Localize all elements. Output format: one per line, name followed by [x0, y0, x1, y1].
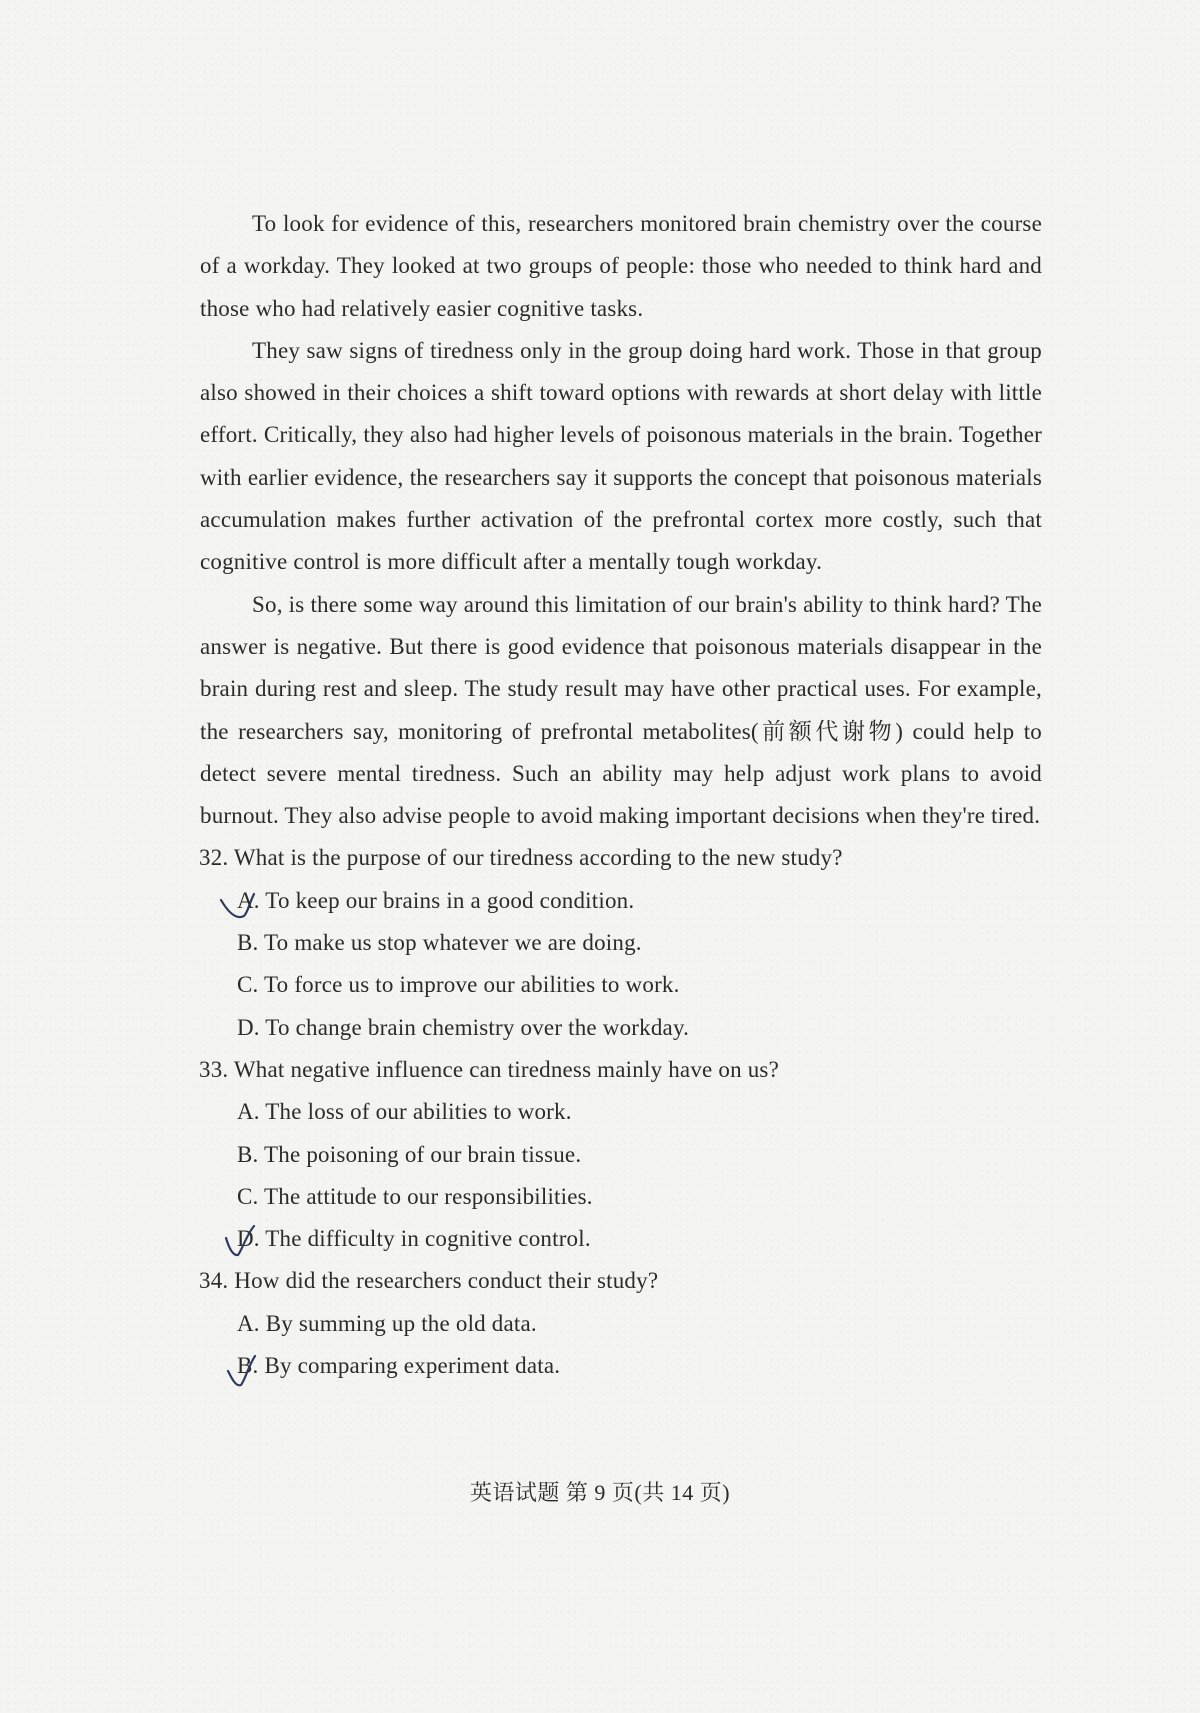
option-text: A. By summing up the old data. [237, 1310, 537, 1336]
option-text: B. By comparing experiment data. [237, 1353, 561, 1379]
page-content [200, 203, 1042, 1387]
option-text: A. The loss of our abilities to work. [237, 1099, 572, 1125]
option-c[interactable] [200, 1176, 1042, 1218]
question-34 [200, 1260, 1042, 1387]
option-b[interactable] [200, 1134, 1042, 1176]
option-text: B. To make us stop whatever we are doing. [237, 930, 642, 956]
option-a[interactable] [200, 880, 1042, 922]
question-33 [200, 1049, 1042, 1260]
option-text: C. To force us to improve our abilities to work. [237, 972, 680, 998]
option-text: B. The poisoning of our brain tissue. [237, 1141, 582, 1167]
option-d[interactable] [200, 1007, 1042, 1049]
option-b[interactable] [200, 922, 1042, 964]
question-stem: 33. What negative influence can tiredness mainly have on us? [199, 1056, 779, 1082]
option-text: A. To keep our brains in a good condition. [237, 887, 635, 913]
option-a[interactable] [200, 1091, 1042, 1133]
passage-paragraph-3: So, is there some way around this limitation of our brain's ability to think hard? The answer is negative. But there is good evidence that poisonous materials disappear in the brain during rest and sleep. The study result may have other practical uses. For example, the researchers say, monitoring of prefrontal metabolites(前额代谢物) could help to detect severe mental tiredness. Such an ability may help adjust work plans to avoid burnout. They also advise people to avoid making important decisions when they're tired. [200, 591, 1042, 829]
question-32 [200, 837, 1042, 1048]
option-c[interactable] [200, 964, 1042, 1006]
question-stem: 32. What is the purpose of our tiredness according to the new study? [199, 845, 843, 871]
page-footer: 英语试题 第 9 页(共 14 页) [469, 1480, 731, 1505]
option-text: C. The attitude to our responsibilities. [237, 1183, 593, 1209]
option-b[interactable] [200, 1345, 1042, 1387]
option-d[interactable] [200, 1218, 1042, 1260]
passage-paragraph-2: They saw signs of tiredness only in the group doing hard work. Those in that group also showed in their choices a shift toward options with rewards at short delay with little effort. Critically, they also had higher levels of poisonous materials in the brain. Together with earlier evidence, the researchers say it supports the concept that poisonous materials accumulation makes further activation of the prefrontal cortex more costly, such that cognitive control is more difficult after a mentally tough workday. [200, 337, 1042, 575]
option-text: D. To change brain chemistry over the workday. [237, 1014, 690, 1040]
option-text: D. The difficulty in cognitive control. [237, 1226, 591, 1252]
question-stem: 34. How did the researchers conduct their study? [199, 1268, 659, 1294]
option-a[interactable] [200, 1303, 1042, 1345]
passage-paragraph-1: To look for evidence of this, researchers monitored brain chemistry over the course of a workday. They looked at two groups of people: those who needed to think hard and those who had relatively easier cognitive tasks. [200, 211, 1042, 321]
